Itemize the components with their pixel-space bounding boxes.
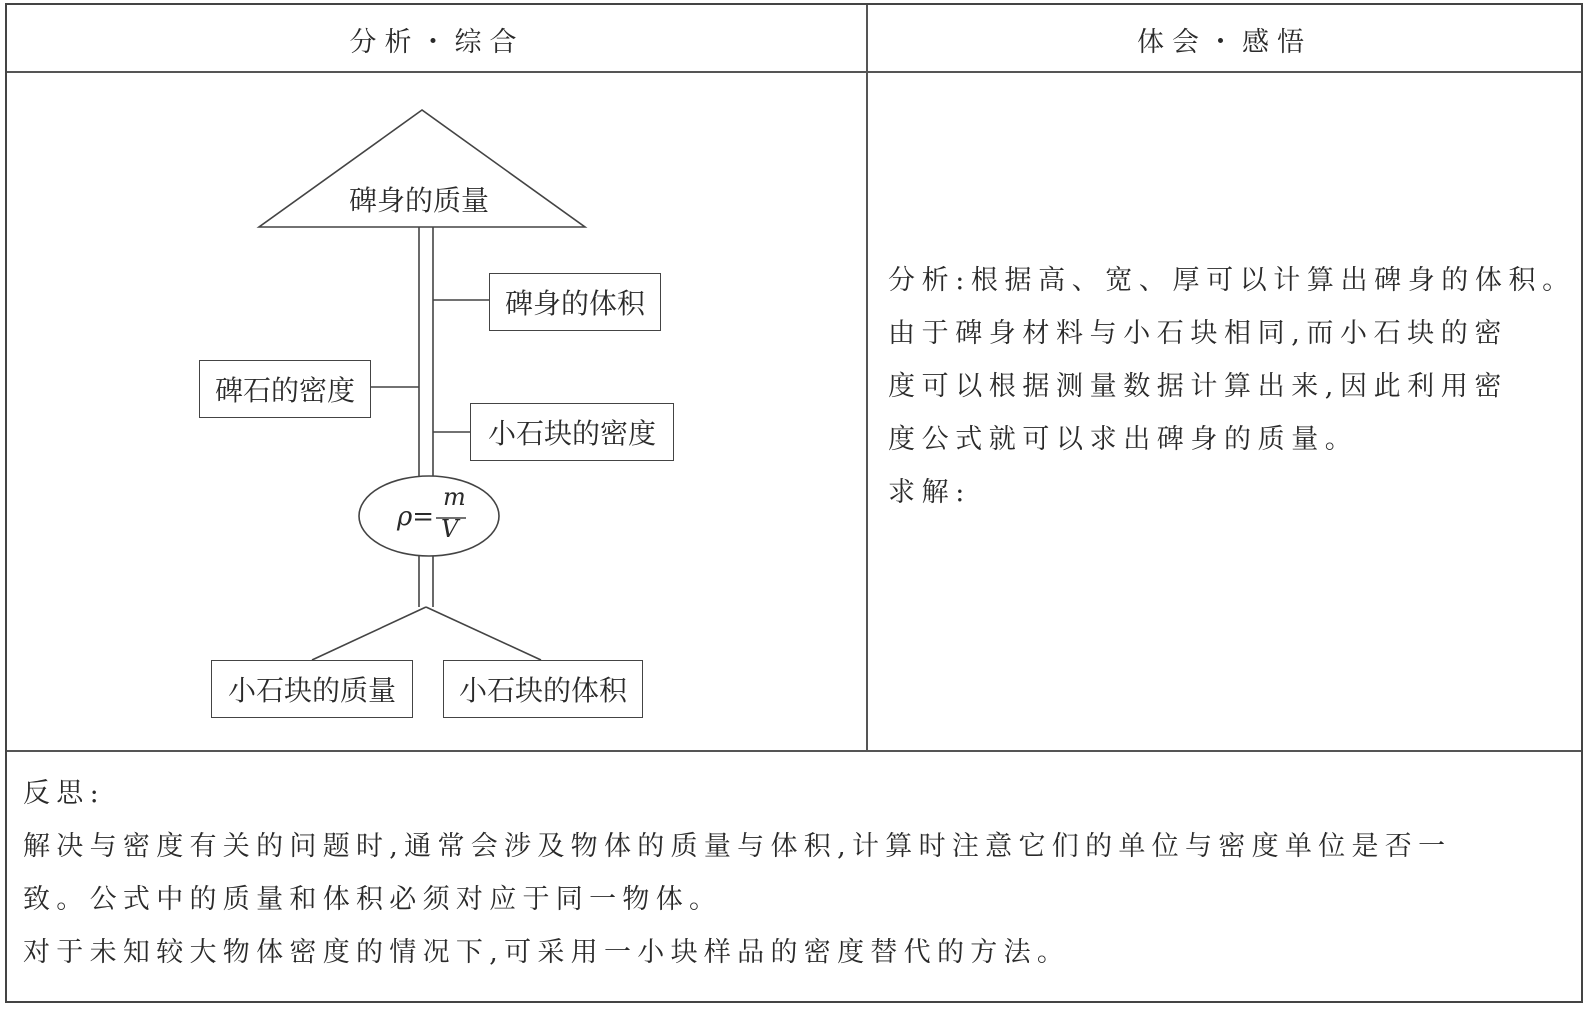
analysis-diagram: [7, 75, 869, 753]
box-small-stone-mass: 小石块的质量: [211, 660, 413, 718]
formula-lhs: ρ=: [397, 502, 435, 532]
box-small-stone-density: 小石块的密度: [470, 403, 674, 461]
analysis-line: 分析:根据高、宽、厚可以计算出碑身的体积。: [888, 265, 1576, 296]
branch-right-line: [426, 607, 541, 660]
reflection-text: [23, 767, 1451, 979]
solve-label: 求解:: [888, 477, 971, 508]
reflection-heading: 反思:: [23, 778, 105, 809]
header-reflection-insight: [868, 5, 1581, 73]
box-stone-density: 碑石的密度: [199, 360, 371, 418]
reflection-line: 对于未知较大物体密度的情况下,可采用一小块样品的密度替代的方法。: [23, 937, 1071, 968]
box-small-stone-volume: 小石块的体积: [443, 660, 643, 718]
formula-denominator: V: [441, 515, 459, 543]
reflection-line: 解决与密度有关的问题时,通常会涉及物体的质量与体积,计算时注意它们的单位与密度单位是否一: [23, 831, 1452, 862]
analysis-table: [5, 3, 1583, 1003]
header-analysis-synthesis: [7, 5, 867, 73]
analysis-text: [888, 254, 1576, 519]
analysis-line: 由于碑身材料与小石块相同,而小石块的密: [888, 318, 1508, 349]
formula-numerator: m: [443, 483, 466, 511]
stele-mass-label: 碑身的质量: [349, 184, 490, 217]
diagram-lines: [7, 75, 869, 753]
branch-left-line: [312, 607, 426, 660]
box-stele-volume: 碑身的体积: [489, 273, 661, 331]
analysis-line: 度可以根据测量数据计算出来,因此利用密: [888, 371, 1508, 402]
header-right-label: 体会・感悟: [1137, 26, 1312, 58]
analysis-line: 度公式就可以求出碑身的质量。: [888, 424, 1359, 455]
reflection-line: 致。公式中的质量和体积必须对应于同一物体。: [23, 884, 723, 915]
header-left-label: 分析・综合: [349, 26, 525, 58]
